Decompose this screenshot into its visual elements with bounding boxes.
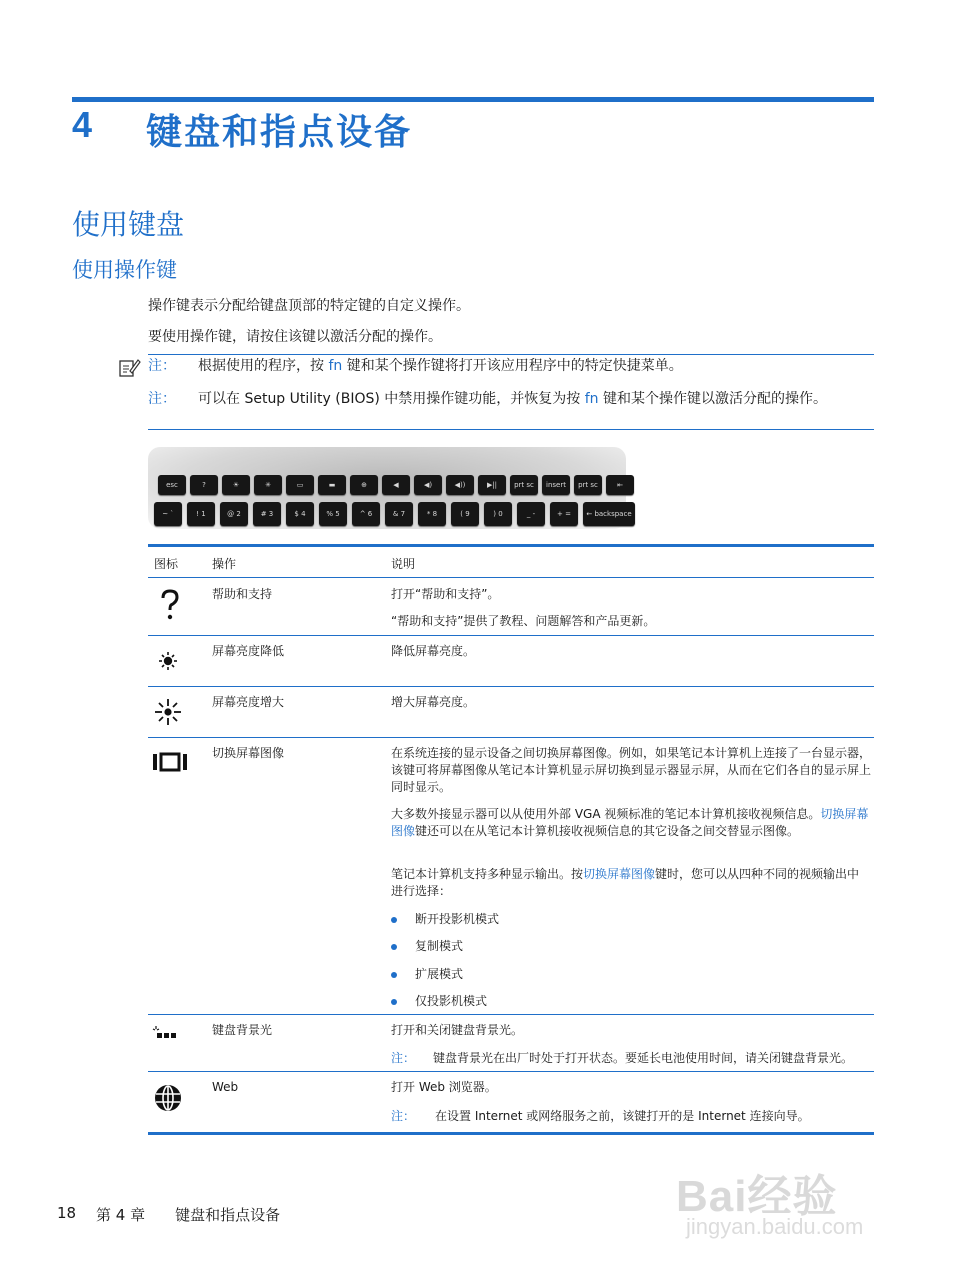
bullet-icon xyxy=(391,917,397,923)
page-number: 18 xyxy=(57,1204,77,1222)
key: ✳ xyxy=(254,475,282,495)
table-row-action: 屏幕亮度降低 xyxy=(212,644,285,658)
intro-paragraph-2: 要使用操作键，请按住该键以激活分配的操作。 xyxy=(148,329,442,345)
key: ! 1 xyxy=(187,502,215,526)
key: & 7 xyxy=(385,502,413,526)
bullet-icon xyxy=(391,999,397,1005)
key: ) 0 xyxy=(484,502,512,526)
note-label: 注： xyxy=(391,1051,416,1065)
note-label: 注： xyxy=(148,391,176,407)
intro-paragraph-1: 操作键表示分配给键盘顶部的特定键的自定义操作。 xyxy=(148,298,470,314)
table-row-action: 键盘背景光 xyxy=(212,1023,273,1037)
table-row-desc: 打开和关闭键盘背景光。 xyxy=(391,1023,524,1037)
keyboard-photo xyxy=(148,447,632,529)
header-description: 说明 xyxy=(391,557,416,571)
key: * 8 xyxy=(418,502,446,526)
keyboard-action-key-row xyxy=(158,475,634,495)
key: ← backspace xyxy=(583,502,635,526)
table-row-note: 注： 在设置 Internet 或网络服务之前，该键打开的是 Internet 连接向导。 xyxy=(391,1109,810,1123)
key: + = xyxy=(550,502,578,526)
key: ▶|| xyxy=(478,475,506,495)
keyboard-backlight-icon xyxy=(152,1024,182,1046)
web-globe-icon xyxy=(152,1082,184,1118)
key: ◀ xyxy=(382,475,410,495)
key: @ 2 xyxy=(220,502,248,526)
footer-chapter: 第 4 章 键盘和指点设备 xyxy=(96,1206,281,1224)
key: prt sc xyxy=(574,475,602,495)
note-icon xyxy=(119,358,141,378)
table-top-rule xyxy=(148,544,874,547)
key: ▭ xyxy=(286,475,314,495)
row-rule xyxy=(148,1071,874,1072)
note-2: 注： 可以在 Setup Utility (BIOS) 中禁用操作键功能，并恢复为按 fn 键和某个操作键以激活分配的操作。 xyxy=(148,391,828,407)
key: ⊕ xyxy=(350,475,378,495)
table-row-action: 切换屏幕图像 xyxy=(212,746,285,760)
switch-display-link[interactable]: 切换屏幕图像 xyxy=(583,867,656,881)
table-row-action: Web xyxy=(212,1080,239,1094)
row-rule xyxy=(148,737,874,738)
table-row-desc: 大多数外接显示器可以从使用外部 VGA 视频标准的笔记本计算机接收视频信息。切换屏幕图像键还可以在从笔记本计算机接收视频信息的其它设备之间交替显示图像。 xyxy=(391,807,869,838)
table-row-desc: 打开“帮助和支持”。 xyxy=(391,587,500,601)
row-rule xyxy=(148,686,874,687)
bullet-icon xyxy=(391,972,397,978)
baidu-watermark: Bai经验 xyxy=(676,1172,838,1221)
table-row-desc: “帮助和支持”提供了教程、问题解答和产品更新。 xyxy=(391,614,656,628)
chapter-number: 4 xyxy=(72,104,93,145)
key: ( 9 xyxy=(451,502,479,526)
note-rule-top xyxy=(148,354,874,355)
note-rule-bottom xyxy=(148,429,874,430)
key: _ - xyxy=(517,502,545,526)
keyboard-number-row xyxy=(154,502,635,526)
key: prt sc xyxy=(510,475,538,495)
subsection-title: 使用操作键 xyxy=(72,258,177,282)
note-label: 注： xyxy=(148,358,176,374)
table-row-desc: 在系统连接的显示设备之间切换屏幕图像。例如，如果笔记本计算机上连接了一台显示器，该键可将屏幕图像从笔记本计算机显示屏切换到显示器显示屏，从而在它们各自的显示屏上同时显示。 xyxy=(391,746,872,794)
key: esc xyxy=(158,475,186,495)
list-item: 仅投影机模式 xyxy=(391,992,487,1009)
list-item: 扩展模式 xyxy=(391,965,463,982)
key: insert xyxy=(542,475,570,495)
table-row-action: 屏幕亮度增大 xyxy=(212,695,285,709)
chapter-title: 键盘和指点设备 xyxy=(146,112,413,153)
table-row-desc: 打开 Web 浏览器。 xyxy=(391,1080,497,1094)
fn-key: fn xyxy=(328,358,343,374)
bullet-icon xyxy=(391,944,397,950)
brightness-up-icon xyxy=(152,697,184,731)
key: ⇤ xyxy=(606,475,634,495)
table-row-note: 注： 键盘背景光在出厂时处于打开状态。要延长电池使用时间，请关闭键盘背景光。 xyxy=(391,1051,854,1065)
section-title: 使用键盘 xyxy=(72,208,185,241)
key: ? xyxy=(190,475,218,495)
key: $ 4 xyxy=(286,502,314,526)
key: # 3 xyxy=(253,502,281,526)
note-label: 注： xyxy=(391,1109,416,1123)
key: % 5 xyxy=(319,502,347,526)
key: ~ ` xyxy=(154,502,182,526)
table-row-desc: 降低屏幕亮度。 xyxy=(391,644,476,658)
list-item: 复制模式 xyxy=(391,937,463,954)
brightness-down-icon xyxy=(152,646,184,680)
baidu-watermark-url: jingyan.baidu.com xyxy=(686,1214,864,1239)
header-rule xyxy=(148,577,874,578)
list-item: 断开投影机模式 xyxy=(391,910,499,927)
table-row-desc: 增大屏幕亮度。 xyxy=(391,695,476,709)
table-bottom-rule xyxy=(148,1132,874,1135)
table-row-desc: 笔记本计算机支持多种显示输出。按切换屏幕图像键时，您可以从四种不同的视频输出中进行选择： xyxy=(391,867,860,898)
row-rule xyxy=(148,1014,874,1015)
key: ☀ xyxy=(222,475,250,495)
help-icon xyxy=(152,588,188,626)
note-1: 注： 根据使用的程序，按 fn 键和某个操作键将打开该应用程序中的特定快捷菜单。 xyxy=(148,358,683,374)
switch-display-link[interactable]: 切换屏幕图像 xyxy=(391,807,869,838)
header-action: 操作 xyxy=(212,557,237,571)
switch-display-icon xyxy=(152,750,188,778)
fn-key: fn xyxy=(584,391,599,407)
key: ^ 6 xyxy=(352,502,380,526)
header-icon: 图标 xyxy=(154,557,179,571)
key: ◀) xyxy=(414,475,442,495)
table-row-action: 帮助和支持 xyxy=(212,587,273,601)
key: ◀)) xyxy=(446,475,474,495)
key: ▬ xyxy=(318,475,346,495)
row-rule xyxy=(148,635,874,636)
chapter-rule xyxy=(72,97,874,102)
